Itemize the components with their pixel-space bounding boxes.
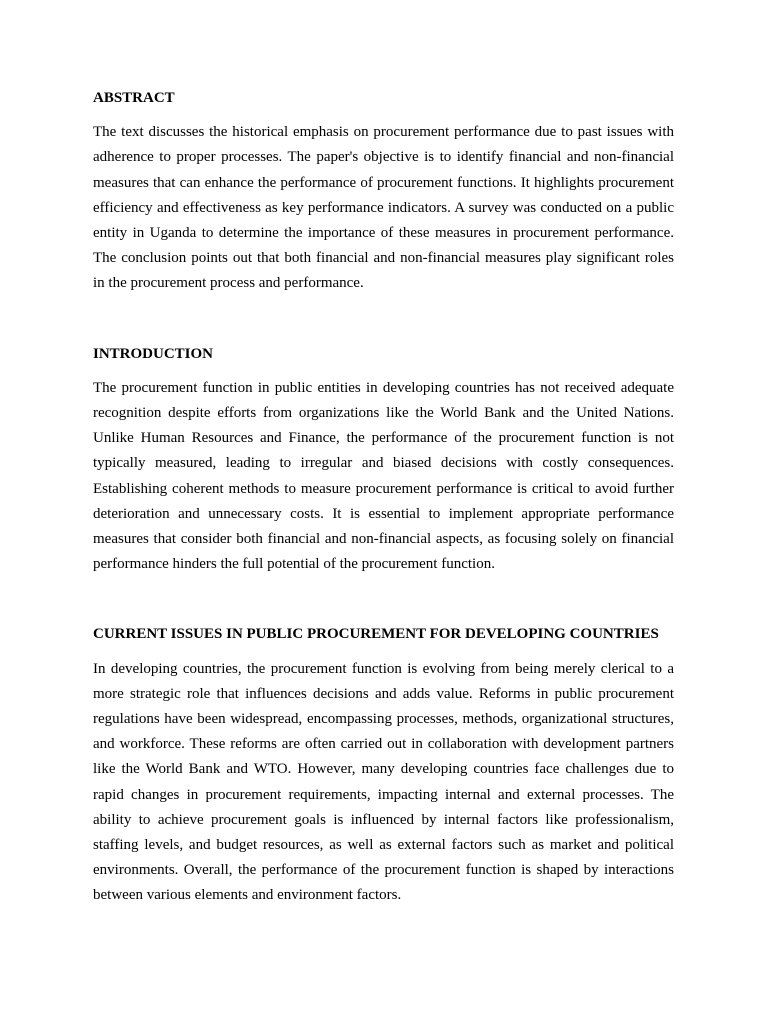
abstract-heading: ABSTRACT — [93, 90, 175, 106]
current-issues-body: In developing countries, the procurement function is evolving from being merely clerical to a more strategic role that influences decisions and adds value. Reforms in public procurement regulations have been widespread, encompassing processes, methods, organizational structures, and workforce. These reforms are often carried out in collaboration with development partners like the World Bank and WTO. However, many developing countries face challenges due to rapid changes in procurement requirements, impacting internal and external processes. The ability to achieve procurement goals is influenced by internal factors like professionalism, staffing levels, and budget resources, as well as external factors such as market and political environments. Overall, the performance of the procurement function is shaped by interactions between various elements and environment factors. — [93, 660, 674, 904]
introduction-heading: INTRODUCTION — [93, 345, 214, 362]
introduction-body: The procurement function in public entities in developing countries has not received adequate recognition despite efforts from organizations like the World Bank and the United Nations. Unlike Human Resources and Finance, the performance of the procurement function is not typically measured, leading to irregular and biased decisions with costly consequences. Establishing coherent methods to measure procurement performance is critical to avoid further deterioration and unnecessary costs. It is essential to implement appropriate performance measures that consider both financial and non-financial aspects, as focusing solely on financial performance hinders the full potential of the procurement function. — [93, 379, 674, 573]
current-issues-section — [93, 622, 674, 908]
abstract-section — [93, 86, 674, 297]
abstract-body: The text discusses the historical emphasis on procurement performance due to past issues with adherence to proper processes. The paper's objective is to identify financial and non-financial measures that can enhance the performance of procurement functions. It highlights procurement efficiency and effectiveness as key performance indicators. A survey was conducted on a public entity in Uganda to determine the importance of these measures in procurement performance. The conclusion points out that both financial and non-financial measures play significant roles in the procurement process and performance. — [93, 124, 674, 292]
introduction-section — [93, 342, 674, 578]
current-issues-heading: CURRENT ISSUES IN PUBLIC PROCUREMENT FOR DEVELOPING COUNTRIES — [93, 626, 659, 643]
document-page — [93, 86, 674, 909]
